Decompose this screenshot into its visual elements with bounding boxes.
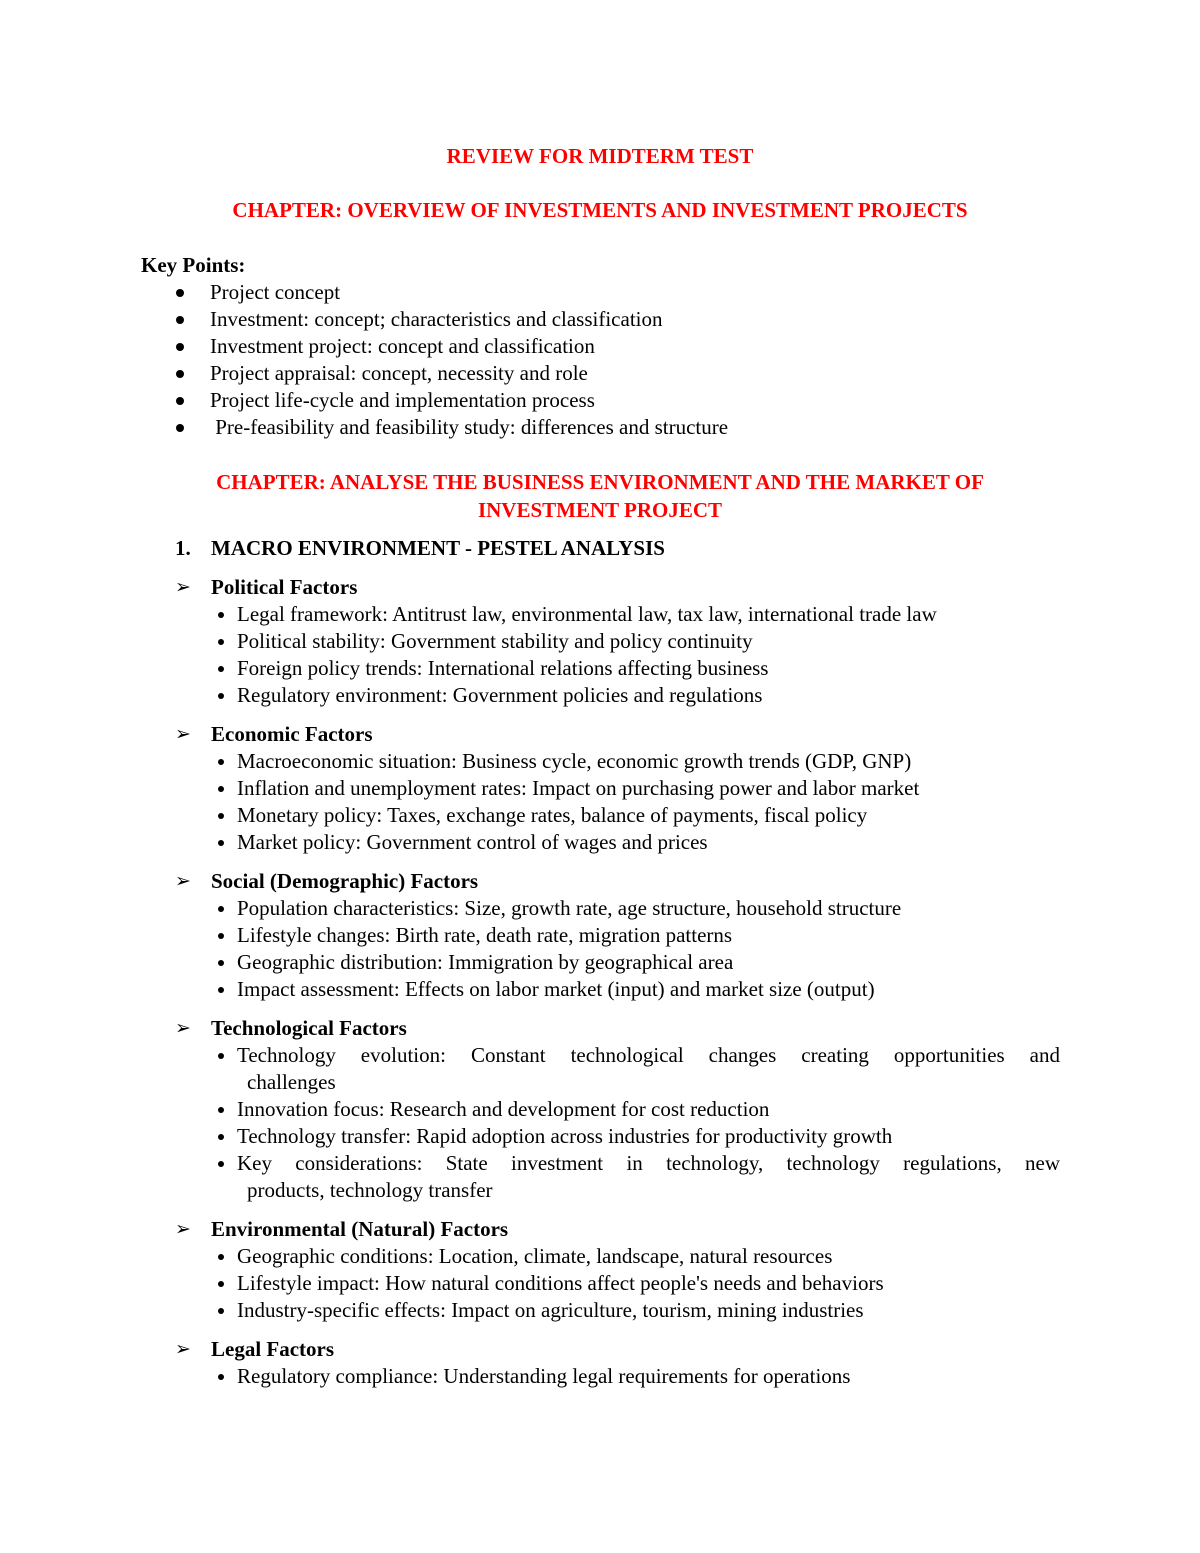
bullet-icon	[218, 786, 224, 792]
bullet-icon	[176, 397, 184, 405]
arrow-bullet-icon: ➢	[175, 871, 191, 892]
bullet-icon	[218, 840, 224, 846]
technological-factors-title: Technological Factors	[211, 1016, 407, 1040]
bullet-icon	[218, 1161, 224, 1167]
list-item: Monetary policy: Taxes, exchange rates, balance of payments, fiscal policy	[175, 802, 1060, 829]
social-factors-section	[175, 868, 1060, 1003]
political-factors-title: Political Factors	[211, 575, 358, 599]
bullet-icon	[218, 1053, 224, 1059]
environmental-factors-title: Environmental (Natural) Factors	[211, 1217, 509, 1241]
bullet-icon	[218, 693, 224, 699]
list-item: Project appraisal: concept, necessity and role	[176, 360, 976, 387]
list-item: Project concept	[176, 279, 976, 306]
list-item: Innovation focus: Research and development for cost reduction	[175, 1096, 1060, 1123]
document-title: REVIEW FOR MIDTERM TEST	[446, 144, 754, 168]
list-item: Geographic distribution: Immigration by geographical area	[175, 949, 1060, 976]
economic-factors-section	[175, 721, 1060, 856]
macro-environment-heading	[175, 535, 665, 562]
bullet-icon	[218, 612, 224, 618]
list-item: Foreign policy trends: International relations affecting business	[175, 655, 1060, 682]
key-points-list	[176, 279, 976, 441]
bullet-icon	[218, 987, 224, 993]
bullet-icon	[218, 1308, 224, 1314]
section-heading	[175, 1015, 1060, 1042]
bullet-icon	[218, 759, 224, 765]
social-factors-list	[175, 895, 1060, 1003]
list-item: Geographic conditions: Location, climate, landscape, natural resources	[175, 1243, 1060, 1270]
chapter-overview-heading: CHAPTER: OVERVIEW OF INVESTMENTS AND INVESTMENT PROJECTS	[232, 198, 968, 222]
legal-factors-title: Legal Factors	[211, 1337, 335, 1361]
chapter-analyse-heading-line2: INVESTMENT PROJECT	[477, 498, 723, 522]
key-points-label: Key Points:	[141, 253, 246, 277]
social-factors-title: Social (Demographic) Factors	[211, 869, 479, 893]
bullet-icon	[218, 1254, 224, 1260]
list-item: Regulatory compliance: Understanding legal requirements for operations	[175, 1363, 1060, 1390]
legal-factors-section	[175, 1336, 1060, 1390]
arrow-bullet-icon: ➢	[175, 1018, 191, 1039]
list-item: Technology evolution: Constant technological changes creating opportunities and challenges	[175, 1042, 1060, 1096]
list-item: Regulatory environment: Government policies and regulations	[175, 682, 1060, 709]
bullet-icon	[218, 666, 224, 672]
list-item: Project life-cycle and implementation process	[176, 387, 976, 414]
bullet-icon	[176, 316, 184, 324]
list-item: Market policy: Government control of wages and prices	[175, 829, 1060, 856]
bullet-icon	[218, 639, 224, 645]
economic-factors-title: Economic Factors	[211, 722, 373, 746]
arrow-bullet-icon: ➢	[175, 724, 191, 745]
bullet-icon	[218, 813, 224, 819]
political-factors-section	[175, 574, 1060, 709]
list-item: Technology transfer: Rapid adoption across industries for productivity growth	[175, 1123, 1060, 1150]
section-heading	[175, 868, 1060, 895]
chapter-analyse-heading	[160, 468, 1040, 524]
list-item: Legal framework: Antitrust law, environmental law, tax law, international trade law	[175, 601, 1060, 628]
section-heading	[175, 1216, 1060, 1243]
chapter-analyse-heading-line1: CHAPTER: ANALYSE THE BUSINESS ENVIRONMENT AND THE MARKET OF	[216, 470, 984, 494]
technological-factors-section	[175, 1015, 1060, 1204]
list-item: Impact assessment: Effects on labor market (input) and market size (output)	[175, 976, 1060, 1003]
bullet-icon	[176, 370, 184, 378]
bullet-icon	[176, 424, 184, 432]
bullet-icon	[176, 289, 184, 297]
legal-factors-list	[175, 1363, 1060, 1390]
bullet-icon	[218, 933, 224, 939]
list-item: Lifestyle impact: How natural conditions affect people's needs and behaviors	[175, 1270, 1060, 1297]
bullet-icon	[218, 1107, 224, 1113]
arrow-bullet-icon: ➢	[175, 1219, 191, 1240]
political-factors-list	[175, 601, 1060, 709]
list-item: Lifestyle changes: Birth rate, death rate, migration patterns	[175, 922, 1060, 949]
bullet-icon	[218, 1281, 224, 1287]
bullet-icon	[218, 960, 224, 966]
section-heading	[175, 721, 1060, 748]
bullet-icon	[218, 1374, 224, 1380]
list-item: Industry-specific effects: Impact on agriculture, tourism, mining industries	[175, 1297, 1060, 1324]
macro-environment-title: MACRO ENVIRONMENT - PESTEL ANALYSIS	[211, 536, 665, 560]
list-item: Political stability: Government stability and policy continuity	[175, 628, 1060, 655]
section-heading	[175, 574, 1060, 601]
list-item: Investment: concept; characteristics and classification	[176, 306, 976, 333]
economic-factors-list	[175, 748, 1060, 856]
list-item: Pre-feasibility and feasibility study: differences and structure	[176, 414, 976, 441]
section-number: 1.	[175, 536, 191, 560]
bullet-icon	[176, 343, 184, 351]
arrow-bullet-icon: ➢	[175, 1339, 191, 1360]
arrow-bullet-icon: ➢	[175, 577, 191, 598]
bullet-icon	[218, 906, 224, 912]
environmental-factors-section	[175, 1216, 1060, 1324]
list-item: Key considerations: State investment in technology, technology regulations, new products, technology transfer	[175, 1150, 1060, 1204]
section-heading	[175, 1336, 1060, 1363]
bullet-icon	[218, 1134, 224, 1140]
list-item: Macroeconomic situation: Business cycle, economic growth trends (GDP, GNP)	[175, 748, 1060, 775]
list-item: Population characteristics: Size, growth rate, age structure, household structure	[175, 895, 1060, 922]
technological-factors-list	[175, 1042, 1060, 1204]
list-item: Investment project: concept and classification	[176, 333, 976, 360]
environmental-factors-list	[175, 1243, 1060, 1324]
list-item: Inflation and unemployment rates: Impact on purchasing power and labor market	[175, 775, 1060, 802]
